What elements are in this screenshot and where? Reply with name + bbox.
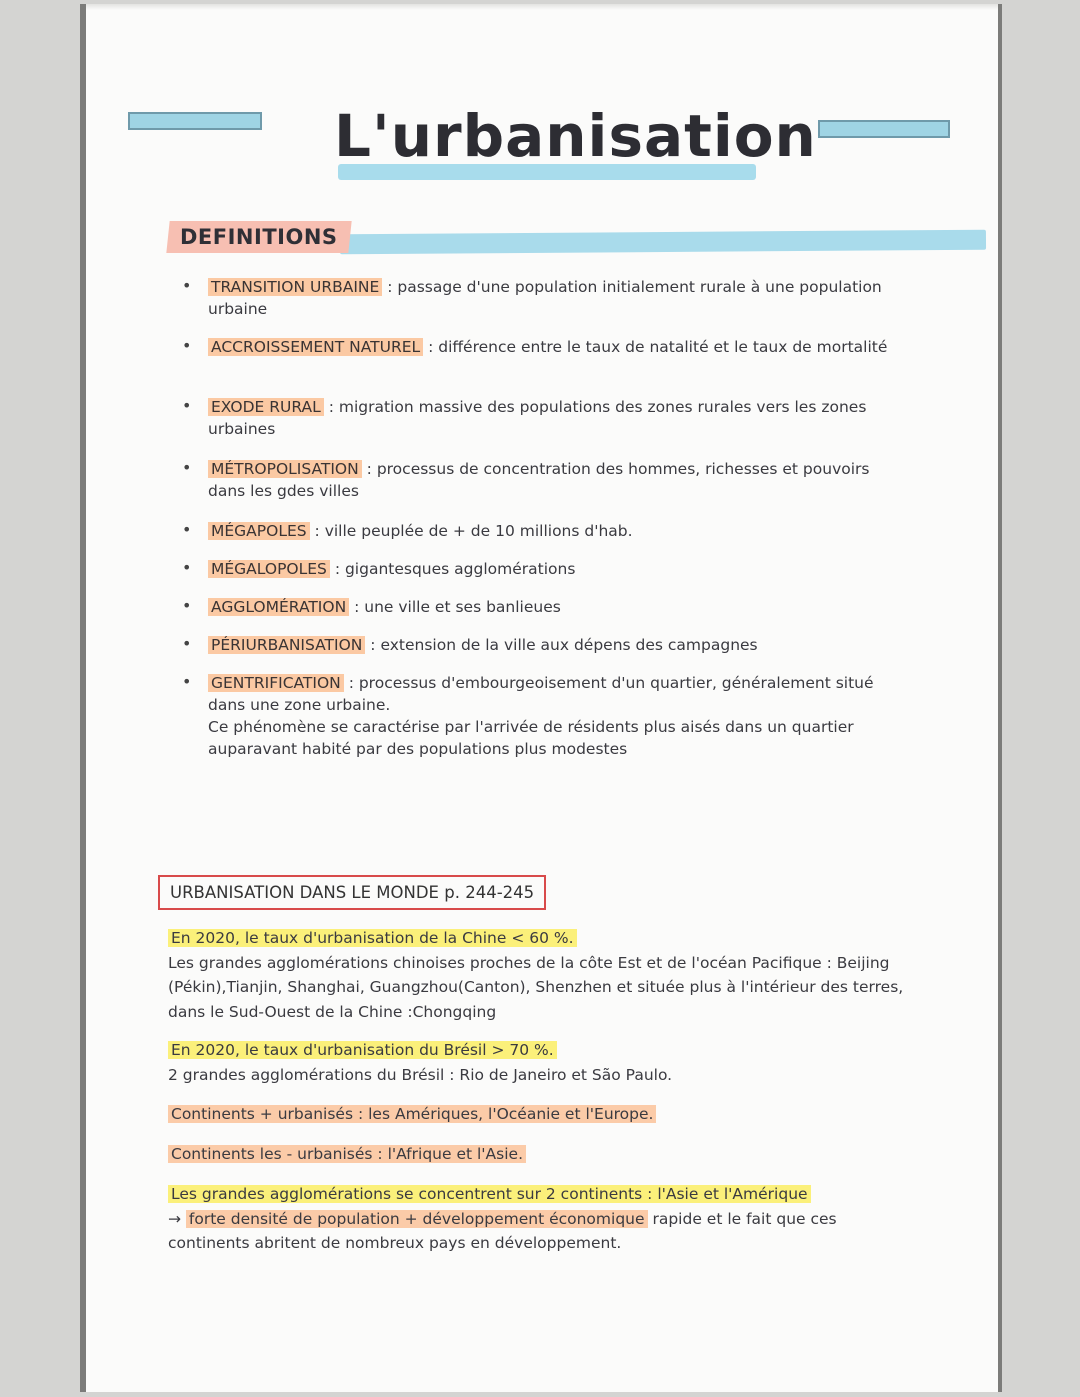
china-highlight: En 2020, le taux d'urbanisation de la Chine < 60 %. <box>168 929 577 947</box>
world-section-heading: URBANISATION DANS LE MONDE p. 244-245 <box>158 875 546 910</box>
definition-text: migration massive des populations des zones rurales vers les zones urbaines <box>208 398 867 438</box>
concentration-highlight: Les grandes agglomérations se concentrent sur 2 continents : l'Asie et l'Amérique <box>168 1185 811 1203</box>
bullet-icon: • <box>182 596 192 615</box>
definitions-rule <box>340 230 986 255</box>
title-decoration-left <box>128 112 262 130</box>
definition-extra-text: Ce phénomène se caractérise par l'arrivée de résidents plus aisés dans un quartier auparavant habité par des populations plus modestes <box>208 718 854 758</box>
bullet-icon: • <box>182 336 192 355</box>
definition-term: MÉGALOPOLES <box>208 560 330 578</box>
definition-term: GENTRIFICATION <box>208 674 344 692</box>
definition-text: différence entre le taux de natalité et le taux de mortalité <box>438 338 888 356</box>
china-paragraph <box>168 926 908 1024</box>
definitions-heading: DEFINITIONS <box>166 221 351 253</box>
bullet-icon: • <box>182 458 192 477</box>
definition-term: MÉTROPOLISATION <box>208 460 362 478</box>
brazil-paragraph <box>168 1038 908 1087</box>
concentration-paragraph <box>168 1182 908 1256</box>
brazil-text: 2 grandes agglomérations du Brésil : Rio de Janeiro et São Paulo. <box>168 1065 673 1084</box>
concentration-rest: rapide et le fait que ces continents abritent de nombreux pays en développement. <box>168 1209 837 1252</box>
arrow-icon: → <box>168 1209 186 1228</box>
bullet-icon: • <box>182 520 192 539</box>
title-decoration-right <box>818 120 950 138</box>
definition-text: passage d'une population initialement rurale à une population urbaine <box>208 278 882 318</box>
definition-term: MÉGAPOLES <box>208 522 310 540</box>
page-title: L'urbanisation <box>334 102 817 170</box>
brazil-highlight: En 2020, le taux d'urbanisation du Brésil > 70 %. <box>168 1041 557 1059</box>
bullet-icon: • <box>182 276 192 295</box>
bullet-icon: • <box>182 396 192 415</box>
definition-text: extension de la ville aux dépens des campagnes <box>380 636 758 654</box>
definition-text: ville peuplée de + de 10 millions d'hab. <box>324 522 633 540</box>
china-text: Les grandes agglomérations chinoises proches de la côte Est et de l'océan Pacifique : Beijing (Pékin),Tianjin, Shanghai, Guangzhou(Canton), Shenzhen et située plus à l'intérieur des terres, dans le Sud-Ouest de la Chine :Chongqing <box>168 953 904 1021</box>
bullet-icon: • <box>182 558 192 577</box>
notebook-page: L'urbanisation DEFINITIONS • TRANSITION URBAINE : passage d'une population initialement rurale à une population urbaine • ACCROISSEMENT NATUREL : différence entre le taux de natalité et le taux de mortalité • EXODE RURAL : migration massive des populations des zones rurales vers les zones urbaines • MÉTROPOLISATION : processus de concentration des hommes, richesses et pouvoirs dans les gdes villes • MÉGAPOLES : ville peuplée de + de 10 millions d'hab. • MÉGALOPOLES : gigantesques agglomérations • AGGLOMÉRATION : une ville et ses banlieues • PÉRIURBANISATION : extension de la ville aux dépens des campagnes • GENTRIFICATION : processus d'embourgeoisement d'un quartier, généralement situé dans une zone urbaine. Ce phénomène se caractérise par l'arrivée de résidents plus aisés dans un quartier auparavant habité par des populations plus modestes URBANISATION DANS LE MONDE p. 244-245 En 2020, le taux d'urbanisation de la Chine < 60 %. Les grandes agglomérations chinoises proches de la côte Est et de l'océan Pacifique : Beijing (Pékin),Tianjin, Shanghai, Guangzhou(Canton), Shenzhen et située plus à l'intérieur des terres, dans le Sud-Ouest de la Chine :Chongqing En 2020, le taux d'urbanisation du Brésil > 70 %. 2 grandes agglomérations du Brésil : Rio de Janeiro et São Paulo. Continents + urbanisés : les Amériques, l'Océanie et l'Europe. Continents les - urbanisés : l'Afrique et l'Asie. Les grandes agglomérations se concentrent sur 2 continents : l'Asie et l'Amérique → forte densité de population + développement économique rapide et le fait que ces continents abritent de nombreux pays en développement. <box>86 4 998 1392</box>
bullet-icon: • <box>182 672 192 691</box>
definition-text: processus de concentration des hommes, richesses et pouvoirs dans les gdes villes <box>208 460 870 500</box>
least-urbanized-highlight: Continents les - urbanisés : l'Afrique et l'Asie. <box>168 1145 526 1163</box>
most-urbanized-highlight: Continents + urbanisés : les Amériques, l'Océanie et l'Europe. <box>168 1105 656 1123</box>
definition-term: AGGLOMÉRATION <box>208 598 349 616</box>
most-urbanized-line <box>168 1102 908 1127</box>
bullet-icon: • <box>182 634 192 653</box>
definition-text: gigantesques agglomérations <box>344 560 576 578</box>
definition-text: processus d'embourgeoisement d'un quartier, généralement situé dans une zone urbaine. <box>208 674 874 714</box>
concentration-cause: forte densité de population + développement économique <box>186 1210 648 1228</box>
definition-term: ACCROISSEMENT NATUREL <box>208 338 423 356</box>
definition-term: EXODE RURAL <box>208 398 324 416</box>
definition-term: PÉRIURBANISATION <box>208 636 365 654</box>
definition-text: une ville et ses banlieues <box>364 598 561 616</box>
least-urbanized-line <box>168 1142 908 1167</box>
definition-term: TRANSITION URBAINE <box>208 278 382 296</box>
